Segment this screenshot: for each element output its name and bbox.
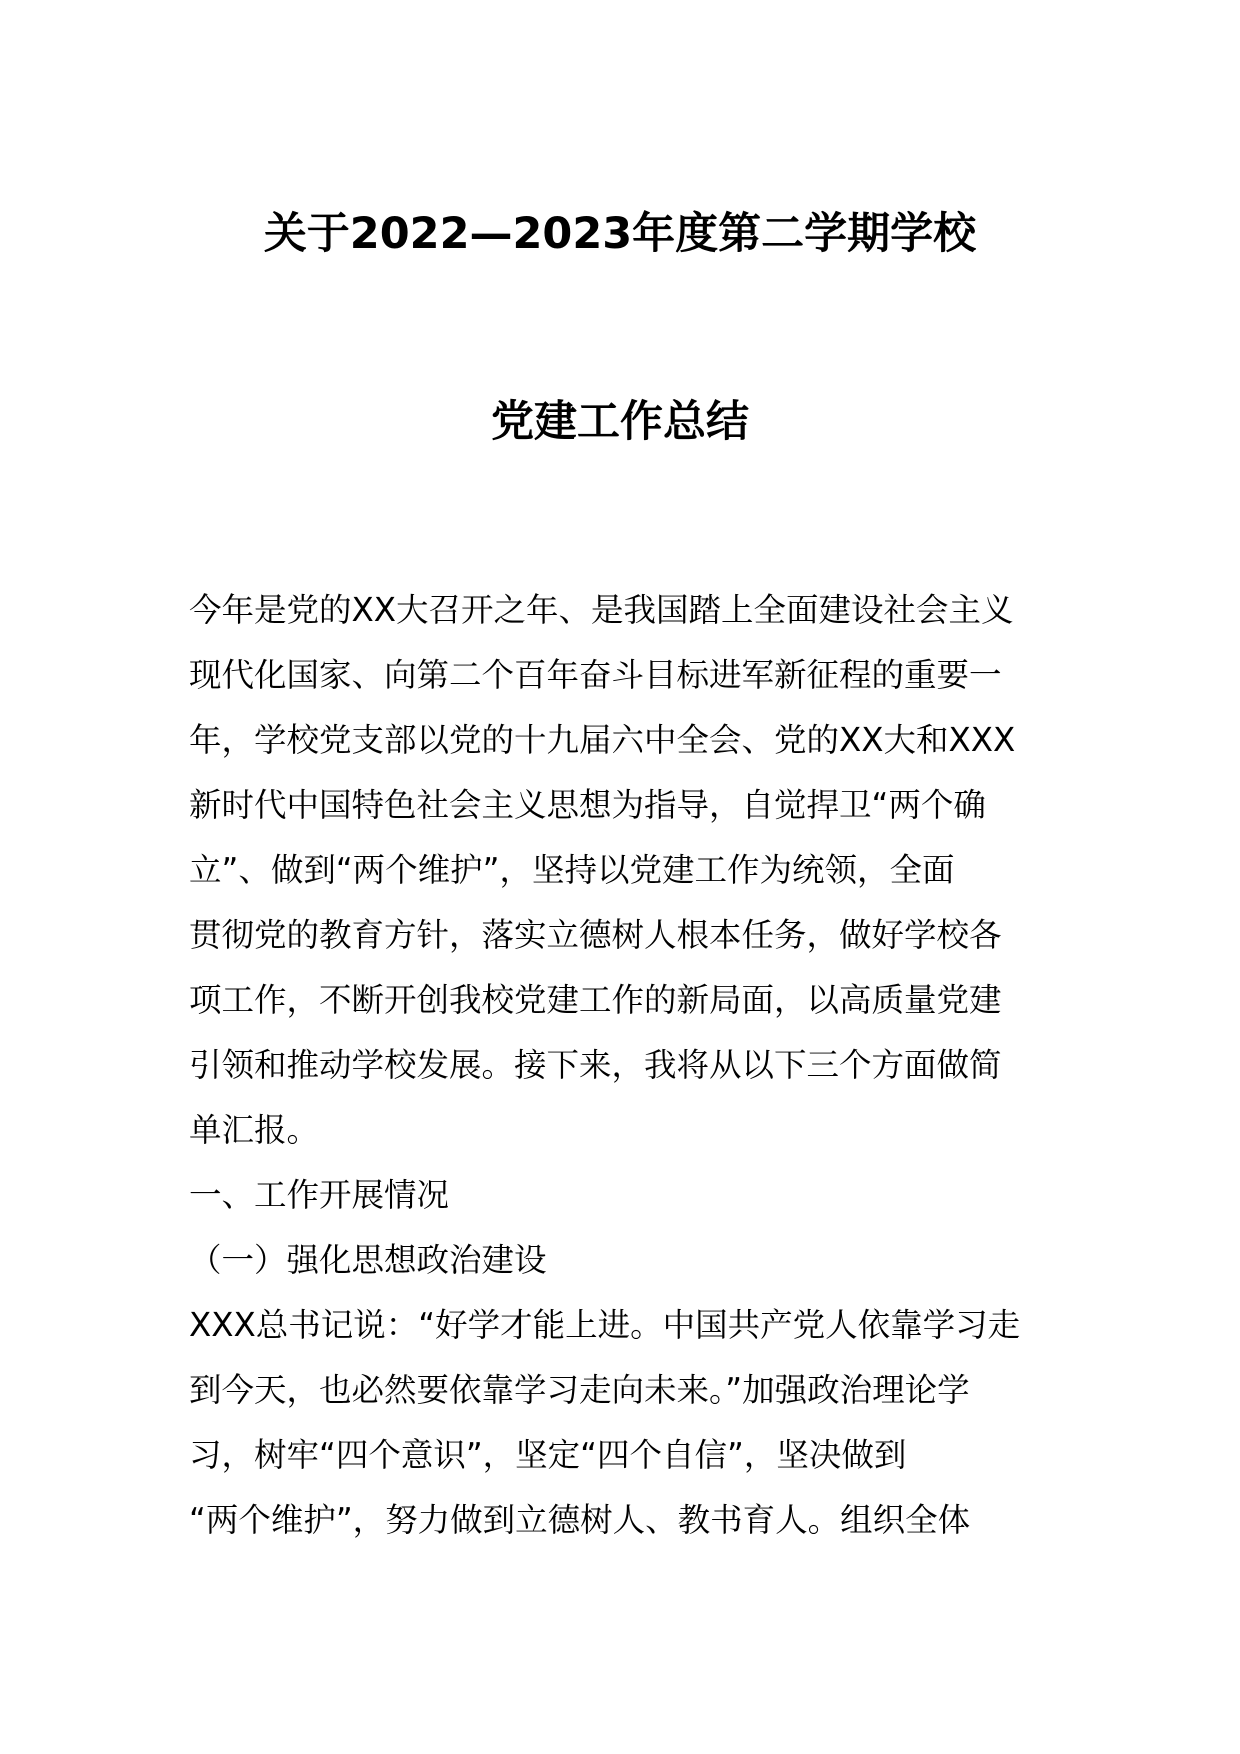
body-line: XXX总书记说：“好学才能上进。中国共产党人依靠学习走 [189,1306,1021,1344]
body-line: 立”、做到“两个维护”，坚持以党建工作为统领，全面 [189,851,955,889]
body-line: “两个维护”，努力做到立德树人、教书育人。组织全体 [189,1501,971,1539]
body-line: 新时代中国特色社会主义思想为指导，自觉捍卫“两个确 [189,786,986,824]
section-heading: 一、工作开展情况 [189,1176,450,1214]
document-title-line-2: 党建工作总结 [491,397,749,447]
body-line: 年，学校党支部以党的十九届六中全会、党的XX大和XXX [189,721,1016,759]
body-line: 项工作，不断开创我校党建工作的新局面，以高质量党建 [189,981,1002,1019]
body-line: 现代化国家、向第二个百年奋斗目标进军新征程的重要一 [189,656,1002,694]
subsection-heading: （一）强化思想政治建设 [189,1241,547,1279]
body-line: 今年是党的XX大召开之年、是我国踏上全面建设社会主义 [189,591,1014,629]
document-title-line-1: 关于2022—2023年度第二学期学校 [263,209,977,259]
body-line: 习，树牢“四个意识”，坚定“四个自信”，坚决做到 [189,1436,907,1474]
document-body [189,578,1059,1553]
body-line: 贯彻党的教育方针，落实立德树人根本任务，做好学校各 [189,916,1002,954]
body-line: 单汇报。 [189,1111,320,1149]
body-line: 到今天，也必然要依靠学习走向未来。”加强政治理论学 [189,1371,970,1409]
body-line: 引领和推动学校发展。接下来，我将从以下三个方面做简 [189,1046,1002,1084]
